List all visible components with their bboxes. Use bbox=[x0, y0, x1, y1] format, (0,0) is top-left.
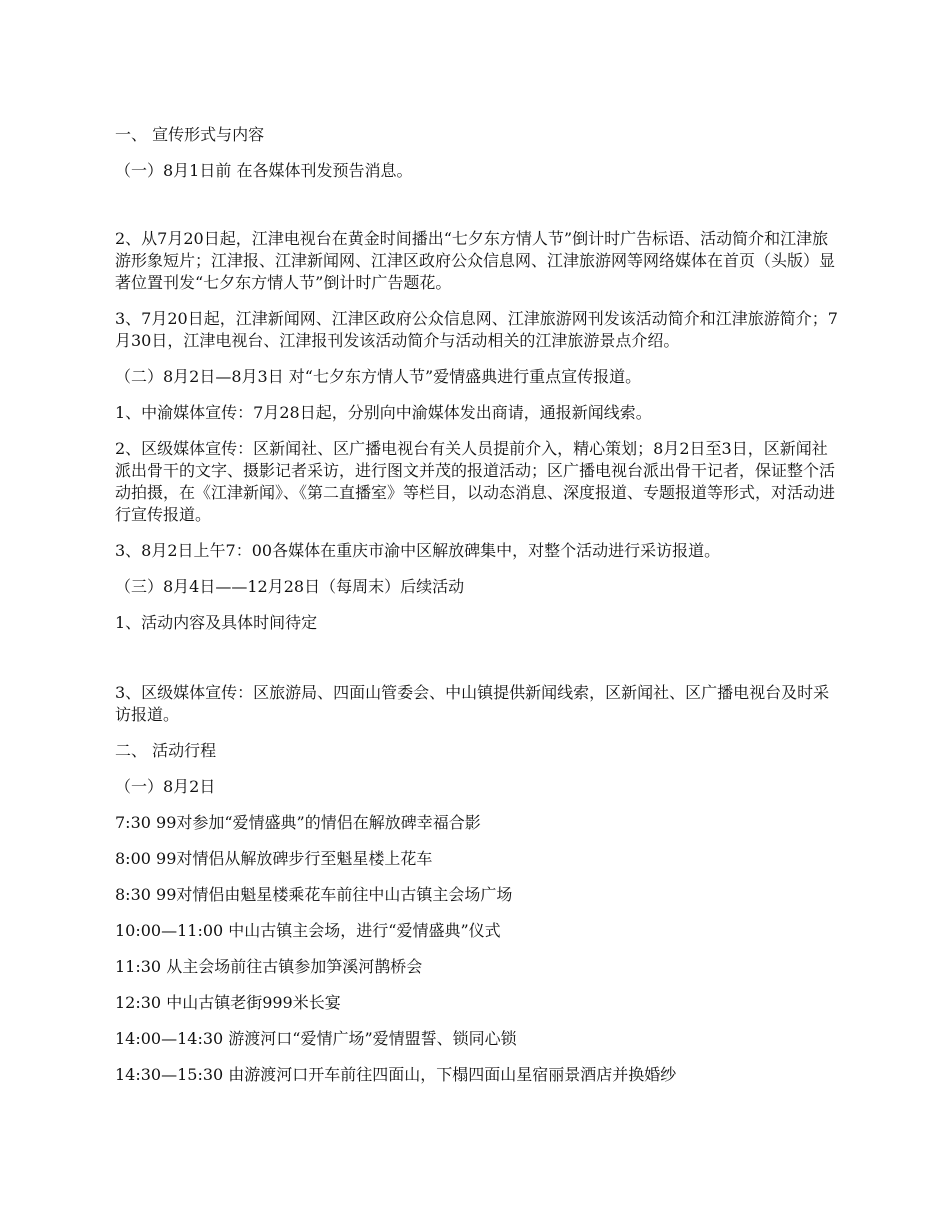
schedule-item: 8:30 99对情侣由魁星楼乘花车前往中山古镇主会场广场 bbox=[115, 885, 513, 904]
schedule-item: 8:00 99对情侣从解放碑步行至魁星楼上花车 bbox=[115, 849, 433, 868]
schedule-item: 14:30—15:30 由游渡河口开车前往四面山，下榻四面山星宿丽景酒店并换婚纱 bbox=[115, 1065, 677, 1084]
schedule-item: 11:30 从主会场前往古镇参加笋溪河鹊桥会 bbox=[115, 957, 423, 976]
body-paragraph: 2、从7月20日起，江津电视台在黄金时间播出“七夕东方情人节”倒计时广告标语、活动简介和江津旅游形象短片；江津报、江津新闻网、江津区政府公众信息网、江津旅游网等网络媒体在首页（头版）显著位置刊发“七夕东方情人节”倒计时广告题花。 bbox=[115, 229, 836, 292]
schedule-item: 10:00—11:00 中山古镇主会场，进行“爱情盛典”仪式 bbox=[115, 921, 501, 940]
subsection-heading: （一）8月1日前 在各媒体刊发预告消息。 bbox=[115, 161, 413, 180]
body-paragraph: 3、8月2日上午7：00各媒体在重庆市渝中区解放碑集中，对整个活动进行采访报道。 bbox=[115, 541, 721, 560]
subsection-heading: （二）8月2日—8月3日 对“七夕东方情人节”爱情盛典进行重点宣传报道。 bbox=[115, 367, 642, 386]
schedule-item: 12:30 中山古镇老街999米长宴 bbox=[115, 993, 341, 1012]
section-heading: 二、 活动行程 bbox=[115, 741, 217, 760]
section-heading: 一、 宣传形式与内容 bbox=[115, 125, 265, 144]
document-body bbox=[115, 124, 840, 1086]
subsection-heading: （一）8月2日 bbox=[115, 777, 216, 796]
body-paragraph: 2、区级媒体宣传：区新闻社、区广播电视台有关人员提前介入，精心策划；8月2日至3日，区新闻社派出骨干的文字、摄影记者采访，进行图文并茂的报道活动；区广播电视台派出骨干记者，保证整个活动拍摄，在《江津新闻》、《第二直播室》等栏目，以动态消息、深度报道、专题报道等形式，对活动进行宣传报道。 bbox=[115, 439, 836, 524]
body-paragraph: 3、7月20日起，江津新闻网、江津区政府公众信息网、江津旅游网刊发该活动简介和江津旅游简介；7月30日，江津电视台、江津报刊发该活动简介与活动相关的江津旅游景点介绍。 bbox=[115, 309, 838, 350]
body-paragraph: 1、中渝媒体宣传：7月28日起，分别向中渝媒体发出商请，通报新闻线索。 bbox=[115, 403, 652, 422]
body-paragraph: 3、区级媒体宣传：区旅游局、四面山管委会、中山镇提供新闻线索，区新闻社、区广播电视台及时采访报道。 bbox=[115, 683, 830, 724]
schedule-item: 14:00—14:30 游渡河口“爱情广场”爱情盟誓、锁同心锁 bbox=[115, 1029, 517, 1048]
subsection-heading: （三）8月4日——12月28日（每周末）后续活动 bbox=[115, 577, 465, 596]
schedule-item: 7:30 99对参加“爱情盛典”的情侣在解放碑幸福合影 bbox=[115, 813, 481, 832]
body-paragraph: 1、活动内容及具体时间待定 bbox=[115, 613, 318, 632]
